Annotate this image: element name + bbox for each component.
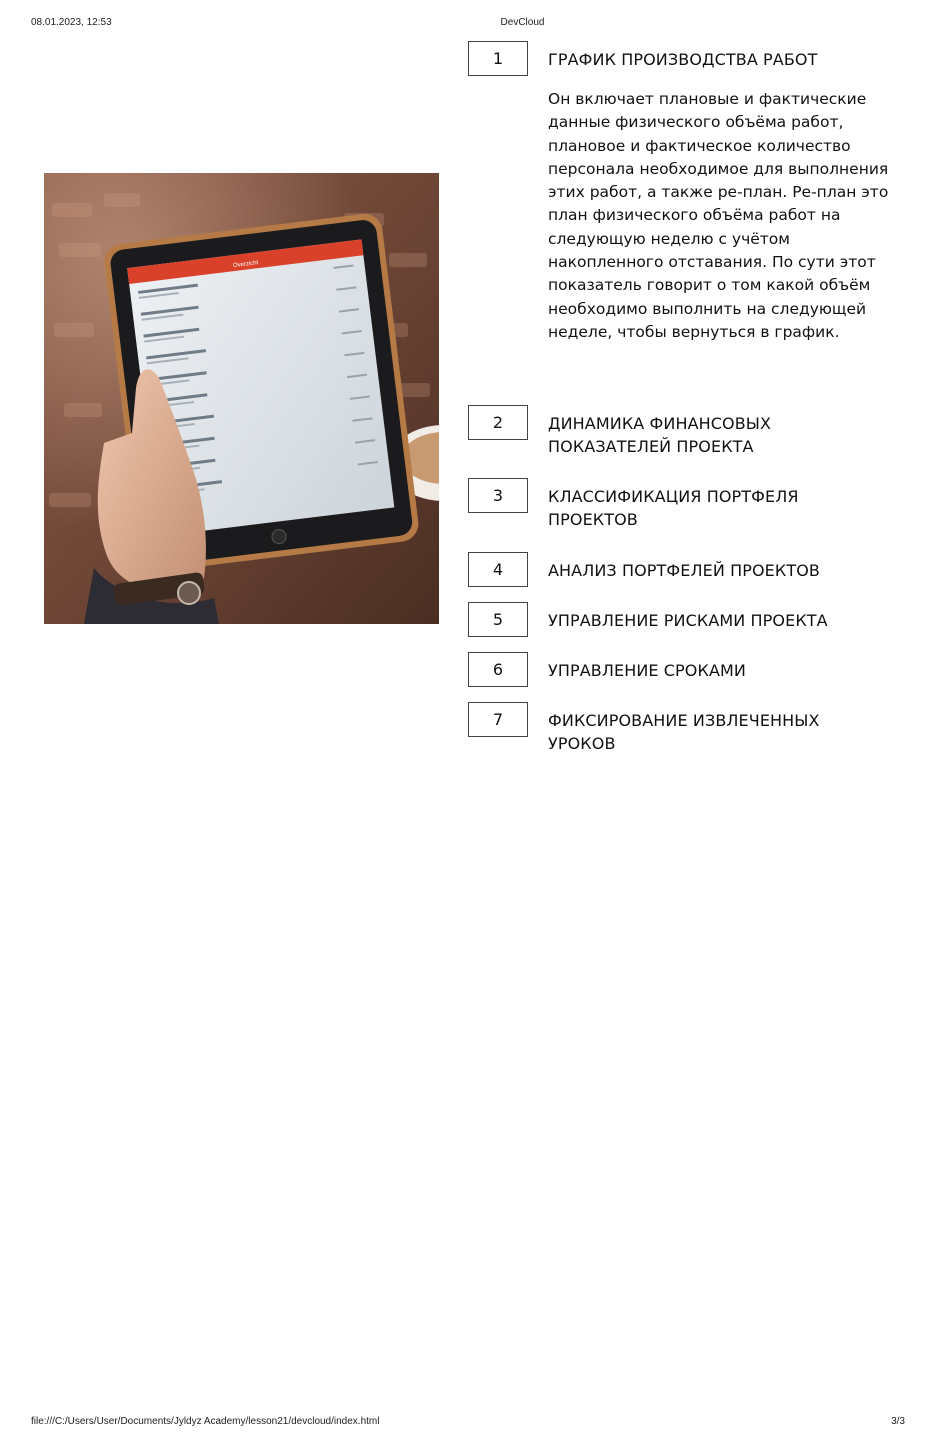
item-title: УПРАВЛЕНИЕ РИСКАМИ ПРОЕКТА bbox=[548, 611, 828, 630]
item-title: УПРАВЛЕНИЕ СРОКАМИ bbox=[548, 661, 746, 680]
print-page-title: DevCloud bbox=[500, 17, 545, 28]
item-number-box: 3 bbox=[468, 478, 528, 513]
item-title: ДИНАМИКА ФИНАНСОВЫХ ПОКАЗАТЕЛЕЙ ПРОЕКТА bbox=[548, 414, 772, 456]
item-number-box: 5 bbox=[468, 602, 528, 637]
item-number-box: 2 bbox=[468, 405, 528, 440]
item-number-box: 4 bbox=[468, 552, 528, 587]
item-number-box: 1 bbox=[468, 41, 528, 76]
item-title: ФИКСИРОВАНИЕ ИЗВЛЕЧЕННЫХ УРОКОВ bbox=[548, 711, 820, 753]
print-datetime: 08.01.2023, 12:53 bbox=[31, 17, 112, 28]
item-number-box: 6 bbox=[468, 652, 528, 687]
item-title: КЛАССИФИКАЦИЯ ПОРТФЕЛЯ ПРОЕКТОВ bbox=[548, 487, 799, 529]
item-description: Он включает плановые и фактические данные физического объёма работ, плановое и фактическое количество персонала необходимое для выполнения этих работ, а также ре-план. Ре-план это план физического объёма работ на следующую неделю с учётом накопленного отставания. По сути этот показатель говорит о том какой объём необходимо выполнить на следующей неделе, чтобы вернуться в график. bbox=[548, 90, 889, 341]
item-number-box: 7 bbox=[468, 702, 528, 737]
print-url: file:///C:/Users/User/Documents/Jyldyz Academy/lesson21/devcloud/index.html bbox=[31, 1416, 380, 1427]
item-title: АНАЛИЗ ПОРТФЕЛЕЙ ПРОЕКТОВ bbox=[548, 561, 820, 580]
tablet-app-title: Overzicht bbox=[232, 260, 259, 270]
item-title: ГРАФИК ПРОИЗВОДСТВА РАБОТ bbox=[548, 50, 818, 69]
print-page-number: 3/3 bbox=[891, 1416, 905, 1427]
tablet-in-hand-photo bbox=[44, 173, 439, 624]
